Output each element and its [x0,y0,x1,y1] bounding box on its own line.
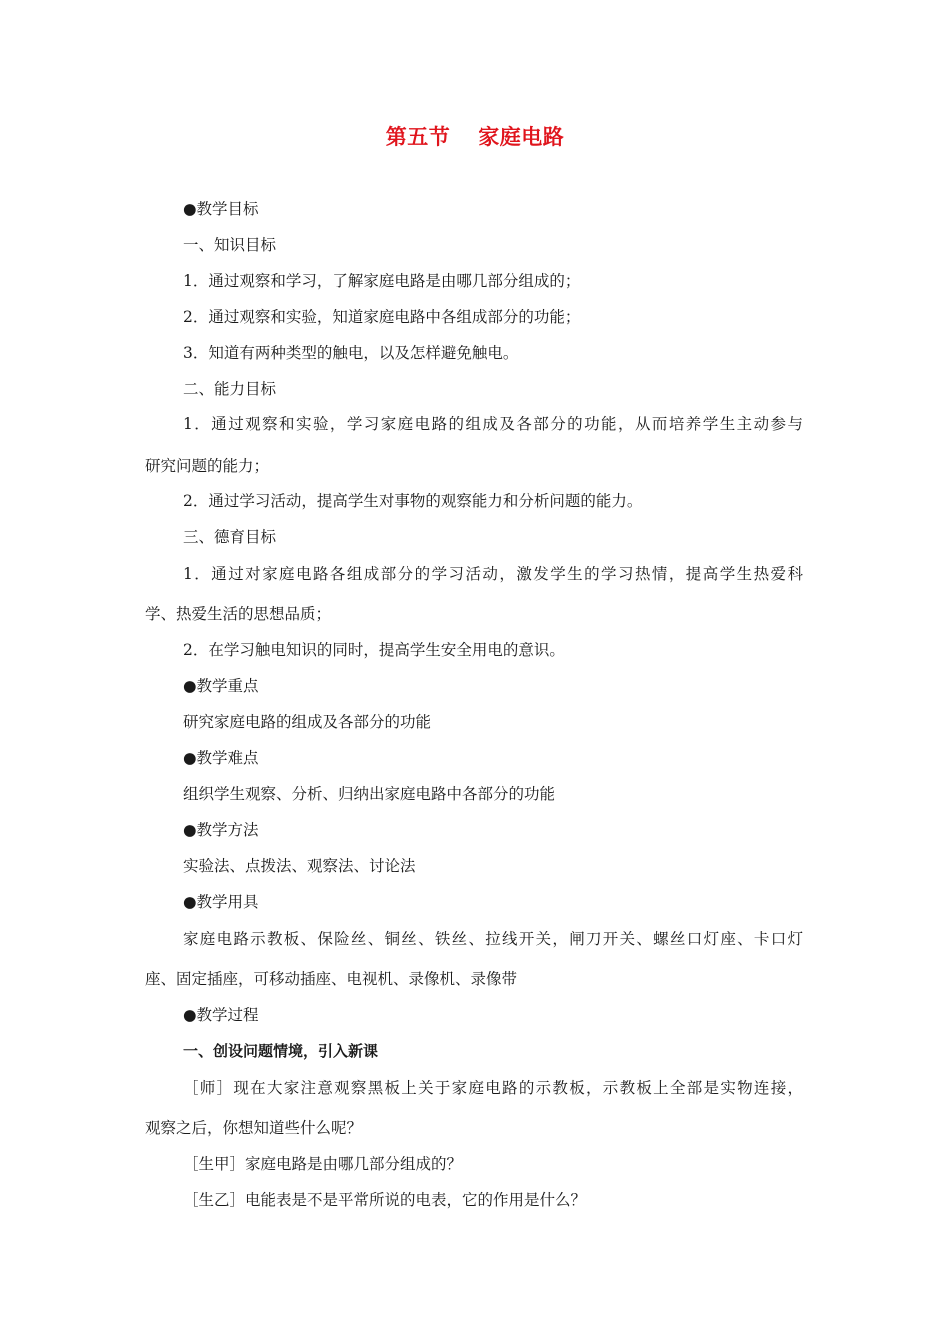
teacher-prompt-line-1: ［师］现在大家注意观察黑板上关于家庭电路的示教板，示教板上全部是实物连接， [183,1079,803,1097]
knowledge-objective-1: 1．通过观察和学习，了解家庭电路是由哪几部分组成的； [183,272,581,290]
section-name: 家庭电路 [478,125,565,149]
subheading-ability-objectives: 二、能力目标 [183,380,277,398]
heading-teaching-methods: ●教学方法 [183,821,259,839]
student-a-question: ［生甲］家庭电路是由哪几部分组成的？ [183,1155,463,1173]
subheading-moral-objectives: 三、德育目标 [183,528,277,546]
moral-objective-1-line-2: 学、热爱生活的思想品质； [145,605,332,623]
key-points-text: 研究家庭电路的组成及各部分的功能 [183,713,432,731]
teaching-aids-line-2: 座、固定插座，可移动插座、电视机、录像机、录像带 [145,970,518,988]
teacher-prompt-line-2: 观察之后，你想知道些什么呢？ [145,1119,363,1137]
section-number: 第五节 [385,125,451,149]
student-b-question: ［生乙］电能表是不是平常所说的电表，它的作用是什么？ [183,1191,587,1209]
ability-objective-1-line-1: 1．通过观察和实验，学习家庭电路的组成及各部分的功能，从而培养学生主动参与 [183,415,803,433]
ability-objective-2: 2．通过学习活动，提高学生对事物的观察能力和分析问题的能力。 [183,492,643,510]
heading-teaching-aids: ●教学用具 [183,893,259,911]
moral-objective-1-line-1: 1．通过对家庭电路各组成部分的学习活动，激发学生的学习热情，提高学生热爱科 [183,565,803,583]
page-title [0,122,950,152]
heading-key-points: ●教学重点 [183,677,259,695]
ability-objective-1-line-2: 研究问题的能力； [145,457,270,475]
heading-teaching-process: ●教学过程 [183,1006,259,1024]
moral-objective-2: 2．在学习触电知识的同时，提高学生安全用电的意识。 [183,641,565,659]
knowledge-objective-3: 3．知道有两种类型的触电，以及怎样避免触电。 [183,344,519,362]
heading-teaching-objectives: ●教学目标 [183,200,259,218]
teaching-aids-line-1: 家庭电路示教板、保险丝、铜丝、铁丝、拉线开关，闸刀开关、螺丝口灯座、卡口灯 [183,930,803,948]
subheading-knowledge-objectives: 一、知识目标 [183,236,277,254]
heading-difficulties: ●教学难点 [183,749,259,767]
subheading-create-situation: 一、创设问题情境，引入新课 [183,1042,379,1060]
difficulties-text: 组织学生观察、分析、归纳出家庭电路中各部分的功能 [183,785,556,803]
knowledge-objective-2: 2．通过观察和实验，知道家庭电路中各组成部分的功能； [183,308,581,326]
teaching-methods-text: 实验法、点拨法、观察法、讨论法 [183,857,416,875]
